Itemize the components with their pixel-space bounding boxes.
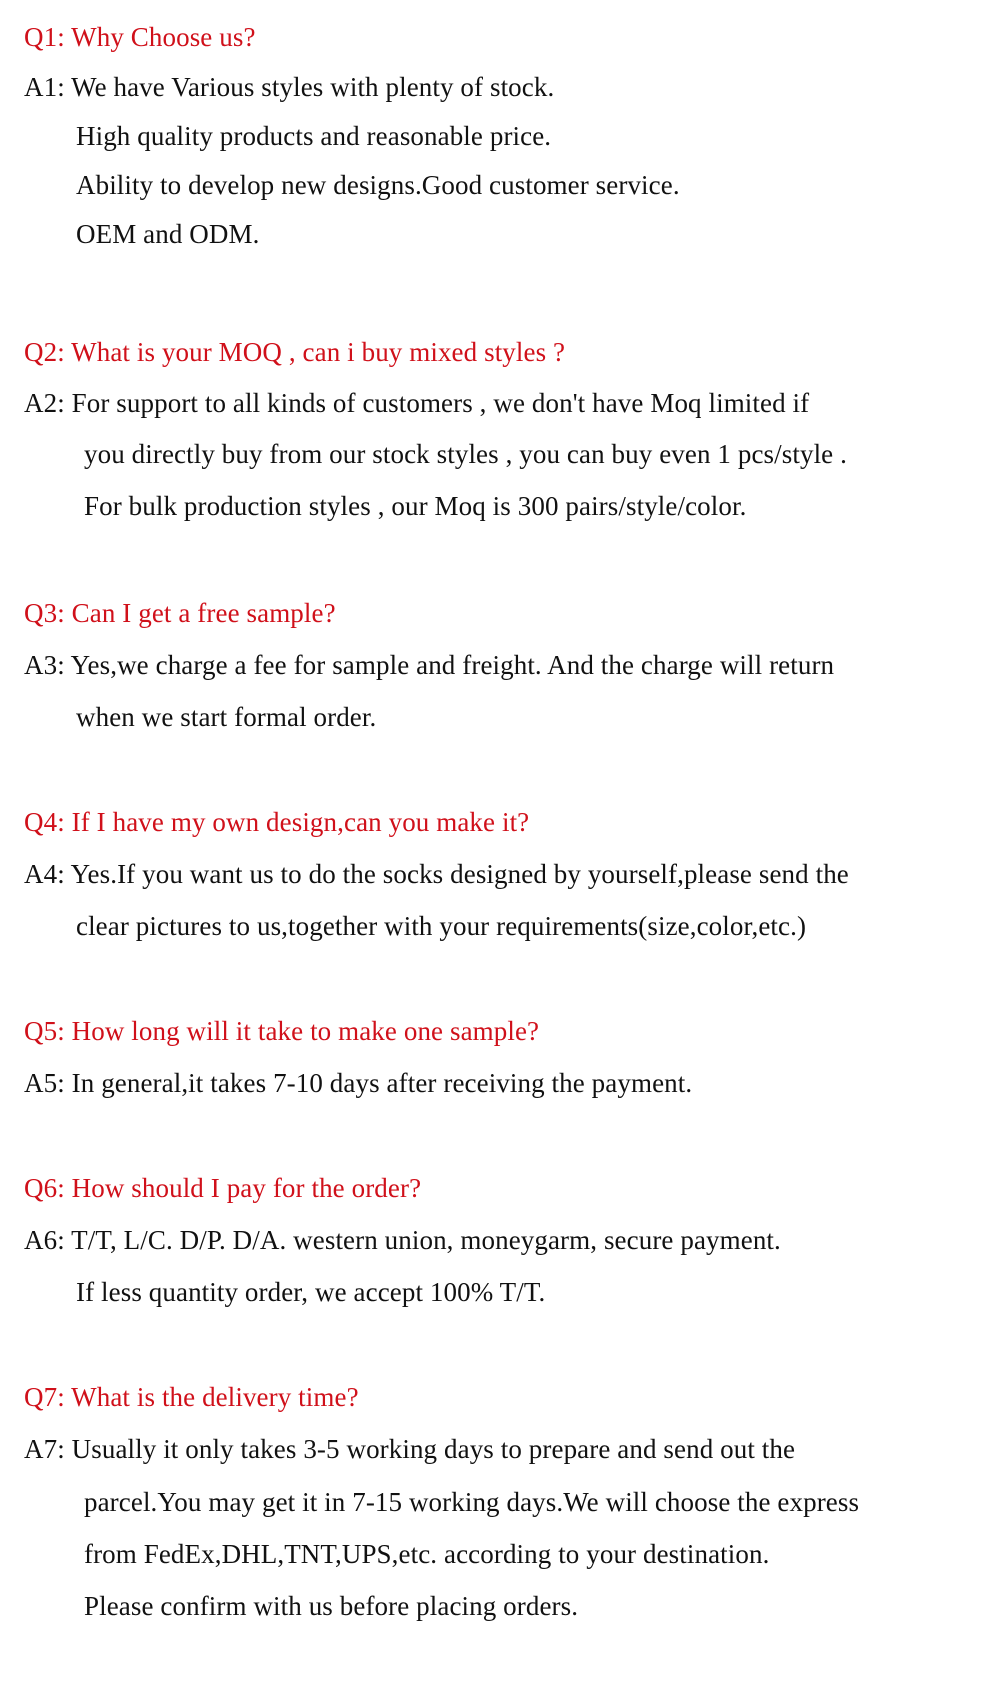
- faq-answer-1-line-2: High quality products and reasonable price.: [76, 121, 552, 151]
- faq-answer-3-line-2: when we start formal order.: [76, 702, 377, 732]
- faq-question-5: Q5: How long will it take to make one sample?: [24, 1016, 540, 1046]
- faq-answer-2-line-2: you directly buy from our stock styles , you can buy even 1 pcs/style .: [84, 439, 847, 469]
- faq-question-6: Q6: How should I pay for the order?: [24, 1173, 422, 1203]
- faq-answer-7-line-2: parcel.You may get it in 7-15 working days.We will choose the express: [84, 1487, 860, 1517]
- faq-answer-5-line-1: A5: In general,it takes 7-10 days after receiving the payment.: [24, 1068, 693, 1098]
- faq-answer-7-line-4: Please confirm with us before placing orders.: [84, 1591, 579, 1621]
- faq-answer-2-line-3: For bulk production styles , our Moq is 300 pairs/style/color.: [84, 491, 747, 521]
- faq-question-1: Q1: Why Choose us?: [24, 22, 256, 52]
- faq-answer-1-line-4: OEM and ODM.: [76, 219, 260, 249]
- faq-answer-2-line-1: A2: For support to all kinds of customers , we don't have Moq limited if: [24, 388, 810, 418]
- faq-question-3: Q3: Can I get a free sample?: [24, 598, 336, 628]
- faq-answer-6-line-1: A6: T/T, L/C. D/P. D/A. western union, moneygarm, secure payment.: [24, 1225, 781, 1255]
- faq-answer-1-line-1: A1: We have Various styles with plenty of stock.: [24, 72, 555, 102]
- faq-answer-4-line-1: A4: Yes.If you want us to do the socks designed by yourself,please send the: [24, 859, 849, 889]
- faq-question-4: Q4: If I have my own design,can you make it?: [24, 807, 530, 837]
- faq-answer-4-line-2: clear pictures to us,together with your requirements(size,color,etc.): [76, 911, 807, 941]
- faq-answer-3-line-1: A3: Yes,we charge a fee for sample and freight. And the charge will return: [24, 650, 835, 680]
- faq-answer-6-line-2: If less quantity order, we accept 100% T/T.: [76, 1277, 546, 1307]
- faq-answer-1-line-3: Ability to develop new designs.Good customer service.: [76, 170, 680, 200]
- faq-answer-7-line-3: from FedEx,DHL,TNT,UPS,etc. according to your destination.: [84, 1539, 770, 1569]
- faq-question-7: Q7: What is the delivery time?: [24, 1382, 359, 1412]
- faq-question-2: Q2: What is your MOQ , can i buy mixed styles ?: [24, 337, 566, 367]
- faq-answer-7-line-1: A7: Usually it only takes 3-5 working days to prepare and send out the: [24, 1434, 796, 1464]
